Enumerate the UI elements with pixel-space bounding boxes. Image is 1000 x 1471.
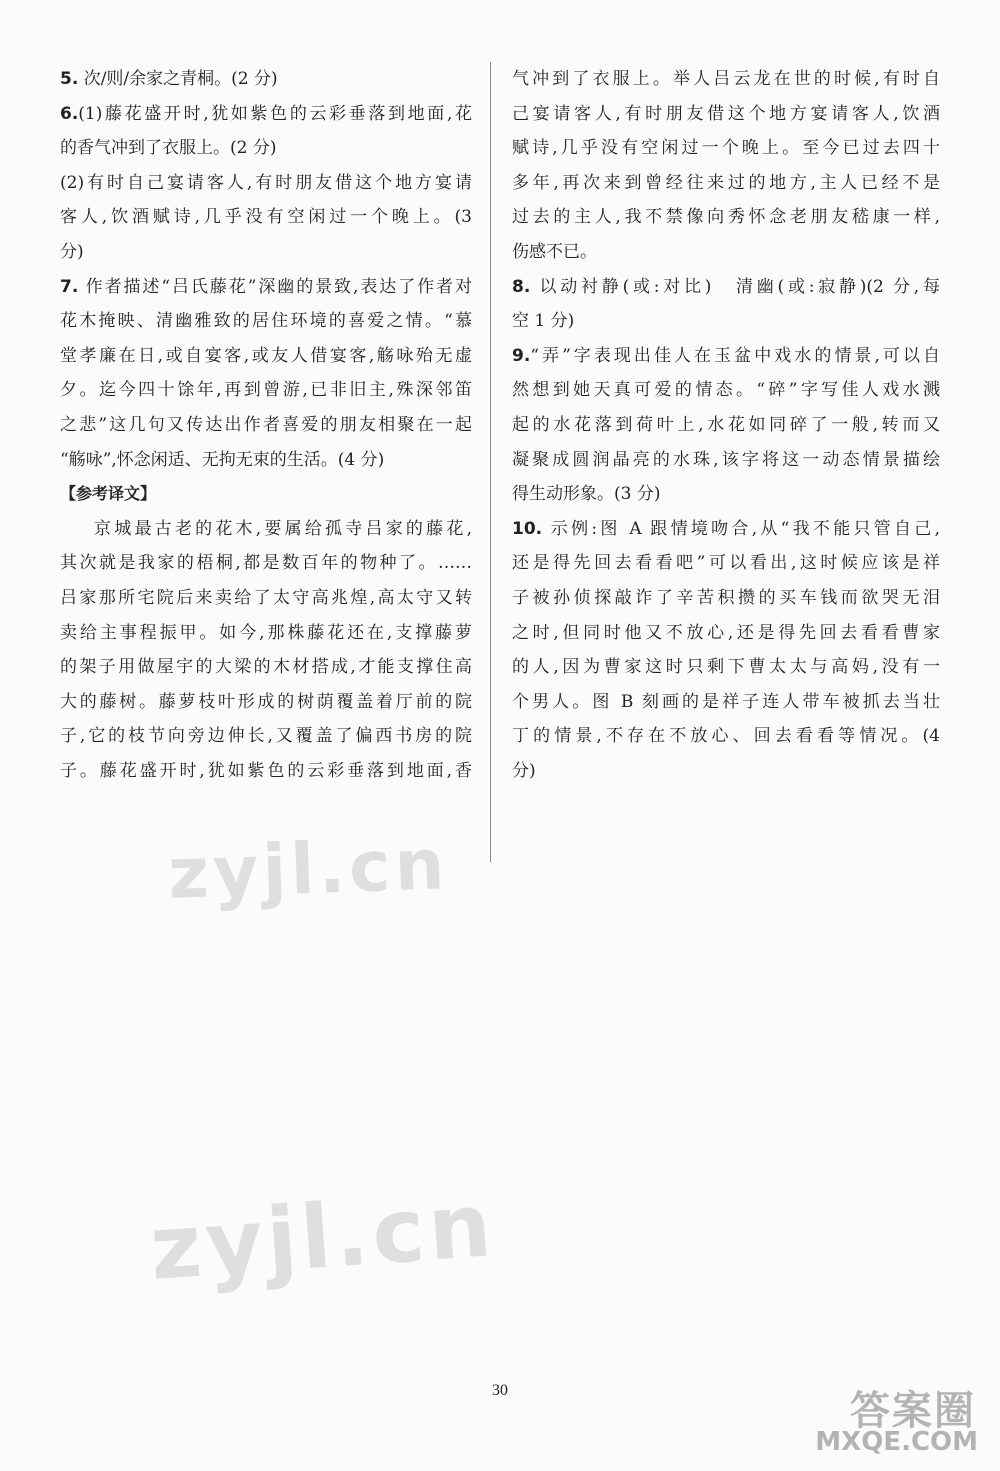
line-text: 多年,再次来到曾经往来过的地方,主人已经不是 bbox=[512, 172, 940, 193]
watermark-bottom: zyjl.cn bbox=[146, 1173, 499, 1300]
question-number: 8. bbox=[512, 276, 531, 297]
reference-translation bbox=[60, 512, 472, 789]
line-text: 堂孝廉在日,或自宴客,或友人借宴客,觞咏殆无虚 bbox=[60, 345, 472, 366]
text-line bbox=[512, 408, 940, 443]
right-answers bbox=[512, 62, 940, 788]
text-line bbox=[512, 546, 940, 581]
text-line bbox=[60, 235, 472, 270]
line-text: 子。藤花盛开时,犹如紫色的云彩垂落到地面,香 bbox=[60, 760, 472, 781]
line-text: 的架子用做屋宇的大梁的木材搭成,才能支撑住高 bbox=[60, 657, 472, 678]
text-line bbox=[512, 477, 940, 512]
line-text: 气冲到了衣服上。举人吕云龙在世的时候,有时自 bbox=[512, 69, 940, 89]
reference-translation-heading: 【参考译文】 bbox=[60, 484, 157, 504]
line-text: 其次就是我家的梧桐,都是数百年的物种了。…… bbox=[60, 553, 472, 574]
line-text: 示例:图 A 跟情境吻合,从“我不能只管自己, bbox=[542, 518, 940, 539]
column-divider bbox=[490, 62, 491, 862]
line-text: 的香气冲到了衣服上。(2 分) bbox=[60, 138, 277, 159]
line-text: 的人,因为曹家这时只剩下曹太太与高妈,没有一 bbox=[512, 657, 940, 678]
logo-text-en: MXQE.COM bbox=[815, 1427, 978, 1457]
text-line bbox=[512, 650, 940, 685]
line-text: “觞咏”,怀念闲适、无拘无束的生活。(4 分) bbox=[60, 449, 385, 470]
line-text: 凝聚成圆润晶亮的水珠,该字将这一动态情景描绘 bbox=[512, 449, 940, 470]
left-column bbox=[60, 62, 472, 788]
text-line bbox=[60, 650, 472, 685]
text-line bbox=[60, 685, 472, 720]
text-line bbox=[60, 616, 472, 651]
text-line bbox=[512, 304, 940, 339]
text-line bbox=[60, 408, 472, 443]
logo-text-cn: 答案圈 bbox=[850, 1388, 976, 1434]
text-line bbox=[60, 270, 472, 305]
question-number: 7. bbox=[60, 276, 79, 297]
line-text: 京城最古老的花木,要属给孤寺吕家的藤花, bbox=[94, 518, 472, 539]
text-line bbox=[512, 270, 940, 305]
text-line bbox=[60, 97, 472, 132]
text-line bbox=[512, 373, 940, 408]
text-line bbox=[512, 339, 940, 374]
line-text: 大的藤树。藤萝枝叶形成的树荫覆盖着厅前的院 bbox=[60, 691, 472, 712]
line-text: 起的水花落到荷叶上,水花如同碎了一般,转而又 bbox=[512, 414, 940, 435]
line-text: 子,它的枝节向旁边伸长,又覆盖了偏西书房的院 bbox=[60, 726, 472, 747]
line-text: 己宴请客人,有时朋友借这个地方宴请客人,饮酒 bbox=[512, 103, 940, 124]
line-text: 然想到她天真可爱的情态。“碎”字写佳人戏水溅 bbox=[512, 380, 940, 401]
text-line bbox=[512, 754, 940, 789]
line-text: (1)藤花盛开时,犹如紫色的云彩垂落到地面,花 bbox=[78, 103, 472, 124]
line-text: 分) bbox=[60, 241, 84, 262]
text-line bbox=[60, 719, 472, 754]
question-number: 9. bbox=[512, 345, 531, 366]
line-text: 得生动形象。(3 分) bbox=[512, 484, 661, 505]
watermark-top: zyjl.cn bbox=[166, 823, 450, 915]
text-line bbox=[512, 131, 940, 166]
text-line bbox=[60, 443, 472, 478]
text-line bbox=[60, 546, 472, 581]
line-text: 花木掩映、清幽雅致的居住环境的喜爱之情。“慕 bbox=[60, 311, 472, 332]
page-number: 30 bbox=[492, 1382, 508, 1399]
text-line bbox=[60, 754, 472, 789]
text-line bbox=[512, 512, 940, 547]
text-line bbox=[60, 373, 472, 408]
line-text: 个男人。图 B 刻画的是祥子连人带车被抓去当壮 bbox=[512, 691, 940, 712]
text-line bbox=[512, 97, 940, 132]
line-text: 卖给主事程振甲。如今,那株藤花还在,支撑藤萝 bbox=[60, 622, 472, 643]
line-text: 夕。迄今四十馀年,再到曾游,已非旧主,殊深邻笛 bbox=[60, 380, 472, 401]
line-text: 之时,但同时他又不放心,还是得先回去看看曹家 bbox=[512, 622, 940, 643]
line-text: 作者描述“吕氏藤花”深幽的景致,表达了作者对 bbox=[78, 276, 472, 297]
text-line bbox=[60, 581, 472, 616]
text-line bbox=[60, 200, 472, 235]
line-text: 子被孙侦探敲诈了辛苦积攒的买车钱而欲哭无泪 bbox=[512, 587, 940, 608]
line-text: 分) bbox=[512, 760, 536, 781]
text-line bbox=[512, 616, 940, 651]
text-line bbox=[512, 719, 940, 754]
text-line bbox=[60, 339, 472, 374]
site-logo bbox=[804, 1379, 982, 1457]
text-line bbox=[512, 62, 940, 97]
text-line bbox=[60, 62, 472, 97]
line-text: 吕家那所宅院后来卖给了太守高兆煌,高太守又转 bbox=[60, 587, 472, 608]
question-number: 10. bbox=[512, 518, 543, 539]
text-line bbox=[60, 304, 472, 339]
line-text: 赋诗,几乎没有空闲过一个晚上。至今已过去四十 bbox=[512, 138, 940, 159]
question-number: 6. bbox=[60, 103, 79, 124]
text-line bbox=[60, 131, 472, 166]
line-text: 以动衬静(或:对比) 清幽(或:寂静)(2 分,每 bbox=[530, 276, 940, 297]
line-text: (2)有时自己宴请客人,有时朋友借这个地方宴请 bbox=[60, 172, 472, 193]
text-line bbox=[512, 581, 940, 616]
text-line bbox=[512, 235, 940, 270]
line-text: 客人,饮酒赋诗,几乎没有空闲过一个晚上。(3 bbox=[60, 207, 472, 228]
line-text: 伤感不已。 bbox=[512, 241, 597, 262]
text-line bbox=[512, 200, 940, 235]
text-line bbox=[60, 166, 472, 201]
line-text: 次/则/余家之青桐。(2 分) bbox=[78, 69, 278, 89]
text-line bbox=[60, 512, 472, 547]
text-line bbox=[512, 166, 940, 201]
text-line bbox=[512, 443, 940, 478]
line-text: 丁的情景,不存在不放心、回去看看等情况。(4 bbox=[512, 726, 940, 747]
line-text: 空 1 分) bbox=[512, 311, 575, 332]
right-column bbox=[512, 62, 940, 788]
line-text: 还是得先回去看看吧”可以看出,这时候应该是祥 bbox=[512, 553, 940, 574]
question-number: 5. bbox=[60, 69, 79, 89]
line-text: 过去的主人,我不禁像向秀怀念老朋友嵇康一样, bbox=[512, 207, 940, 228]
text-line bbox=[512, 685, 940, 720]
line-text: “弄”字表现出佳人在玉盆中戏水的情景,可以自 bbox=[530, 345, 940, 366]
left-answers bbox=[60, 62, 472, 477]
line-text: 之悲”这几句又传达出作者喜爱的朋友相聚在一起 bbox=[60, 414, 472, 435]
